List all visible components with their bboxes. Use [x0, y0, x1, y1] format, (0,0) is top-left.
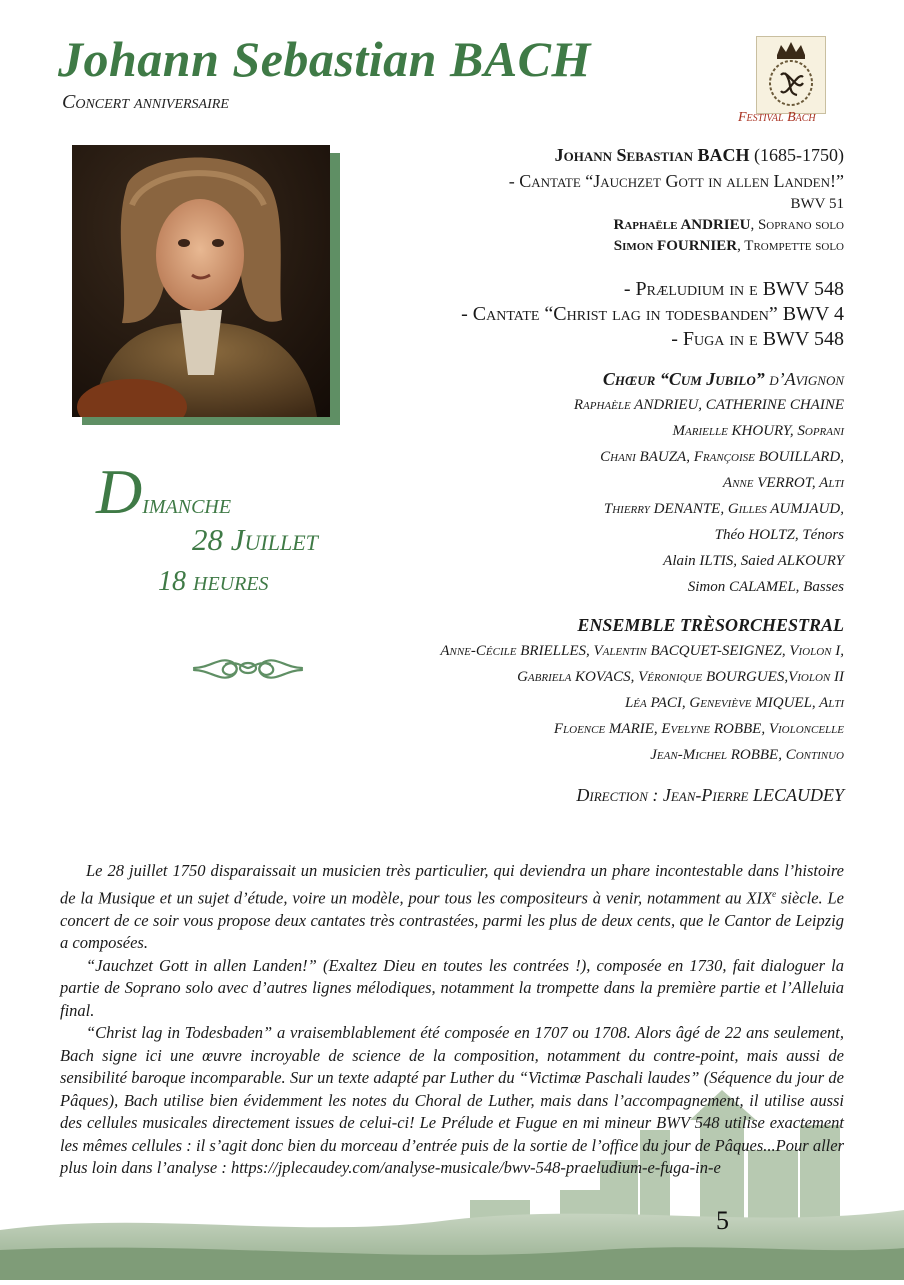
page-subtitle: Concert anniversaire	[62, 91, 229, 113]
ensemble-title: ENSEMBLE TRÈSORCHESTRAL	[577, 615, 844, 635]
choir-heading	[284, 366, 844, 392]
choir-member-line: Théo HOLTZ, Ténors	[714, 527, 844, 543]
soloist-1-name: Raphaële ANDRIEU	[613, 217, 751, 233]
paragraph-1-text: Le 28 juillet 1750 disparaissait un musicien très particulier, qui deviendra un phare incontestable dans l’histoire de la Musique et un sujet d’étude, voire un modèle, pour tous les compositeurs à venir, notamment au XIX	[60, 861, 844, 907]
ensemble-member-line: Gabriela KOVACS, Véronique BOURGUES,Violon II	[517, 669, 844, 685]
soloist-2-name: Simon FOURNIER	[613, 238, 738, 254]
flourish-ornament-icon	[190, 646, 306, 690]
choir-member-line: Simon CALAMEL, Basses	[687, 579, 844, 595]
festival-crest-logo	[756, 36, 826, 114]
ensemble-member-line: Anne-Cécile BRIELLES, Valentin BACQUET-SEIGNEZ, Violon I,	[440, 643, 844, 659]
date-time: 18 heures	[158, 566, 269, 597]
century-superscript: e	[772, 888, 777, 899]
paragraph: “Christ lag in Todesbaden” a vraisemblablement été composée en 1707 ou 1708. Alors âgé de 22 ans seulement, Bach signe ici une œuvre incroyable de science de la composition, notamment du contre-point, mais aussi de sensibilité baroque incomparable. Sur un texte adapté par Luther du “Victimæ Paschali laudes” (Séquence du jour de Pâques), Bach utilise bien évidemment les notes du Choral de Luther, mais dans l’accompagnement, il utilise aussi des cellules musicales directement issues de celui-ci! Le Prélude et Fugue en mi mineur BWV 548 utilise exactement les mêmes cellules : il s’agit donc bien du morceau d’entrée puis de la sortie de l’office du jour de Pâques...Pour aller plus loin dans l’analyse : https://jplecaudey.com/analyse-musicale/bwv-548-praeludium-e-fuga-in-e	[60, 1023, 844, 1177]
soloist-trumpet	[284, 236, 844, 257]
direction-line	[284, 782, 844, 808]
composer-dates: (1685-1750)	[754, 145, 844, 165]
direction-name: LECAUDEY	[752, 785, 844, 805]
choir-place: d’Avignon	[764, 369, 844, 389]
composer-name: Johann Sebastian BACH	[554, 145, 750, 165]
article-text	[60, 860, 844, 1180]
paragraph: “Jauchzet Gott in allen Landen!” (Exaltez Dieu en toutes les contrées !), composée en 1730, fait dialoguer la partie de Soprano solo avec d’autres lignes mélodiques, notamment la trompette dans la première partie et l’Alleluia final.	[60, 955, 844, 1020]
soloist-1-role: , Soprano solo	[750, 217, 844, 233]
paragraph-1-text-end: siècle. Le concert de ce soir vous propose deux cantates très contrastées, parmi les plus de deux cents, que le Cantor de Leipzig a composées.	[60, 888, 845, 952]
page-title: Johann Sebastian BACH	[58, 31, 591, 87]
ensemble-heading	[284, 612, 844, 638]
program-listing	[284, 142, 844, 808]
choir-member-line: Alain ILTIS, Saied ALKOURY	[663, 553, 844, 569]
choir-member-line: Thierry DENANTE, Gilles AUMJAUD,	[603, 501, 844, 517]
choir-member-line: Raphaèle ANDRIEU, CATHERINE CHAINE	[573, 397, 844, 413]
cantata-1-bwv: BWV 51	[790, 196, 844, 212]
work-fuga: - Fuga in e BWV 548	[671, 328, 844, 350]
choir-title: Chœur “Cum Jubilo”	[602, 369, 765, 389]
date-day	[96, 456, 232, 527]
choir-member-line: Chani BAUZA, Françoise BOUILLARD,	[600, 449, 844, 465]
composer-heading	[284, 142, 844, 168]
choir-member-line: Marielle KHOURY, Soprani	[672, 423, 844, 439]
direction-label: Direction : Jean-Pierre	[576, 785, 753, 805]
page-number: 5	[716, 1206, 729, 1235]
ensemble-member-line: Floence MARIE, Evelyne ROBBE, Violoncelle	[553, 721, 844, 737]
work-cantata-bwv4: - Cantate “Christ lag in todesbanden” BWV 4	[461, 303, 844, 325]
choir-member-line: Anne VERROT, Alti	[722, 475, 844, 491]
date-day-initial: D	[96, 456, 143, 527]
date-date: 28 Juillet	[192, 522, 318, 557]
festival-label: Festival Bach	[738, 110, 816, 125]
work-praeludium: - Præludium in e BWV 548	[623, 278, 844, 300]
ensemble-member-line: Jean-Michel ROBBE, Continuo	[650, 747, 844, 763]
cantata-1-title: - Cantate “Jauchzet Gott in allen Landen!”	[508, 171, 844, 191]
paragraph	[60, 860, 844, 955]
date-day-rest: imanche	[142, 488, 232, 520]
soloist-soprano	[284, 215, 844, 236]
soloist-2-role: , Trompette solo	[737, 238, 844, 254]
ensemble-member-line: Léa PACI, Geneviève MIQUEL, Alti	[624, 695, 844, 711]
